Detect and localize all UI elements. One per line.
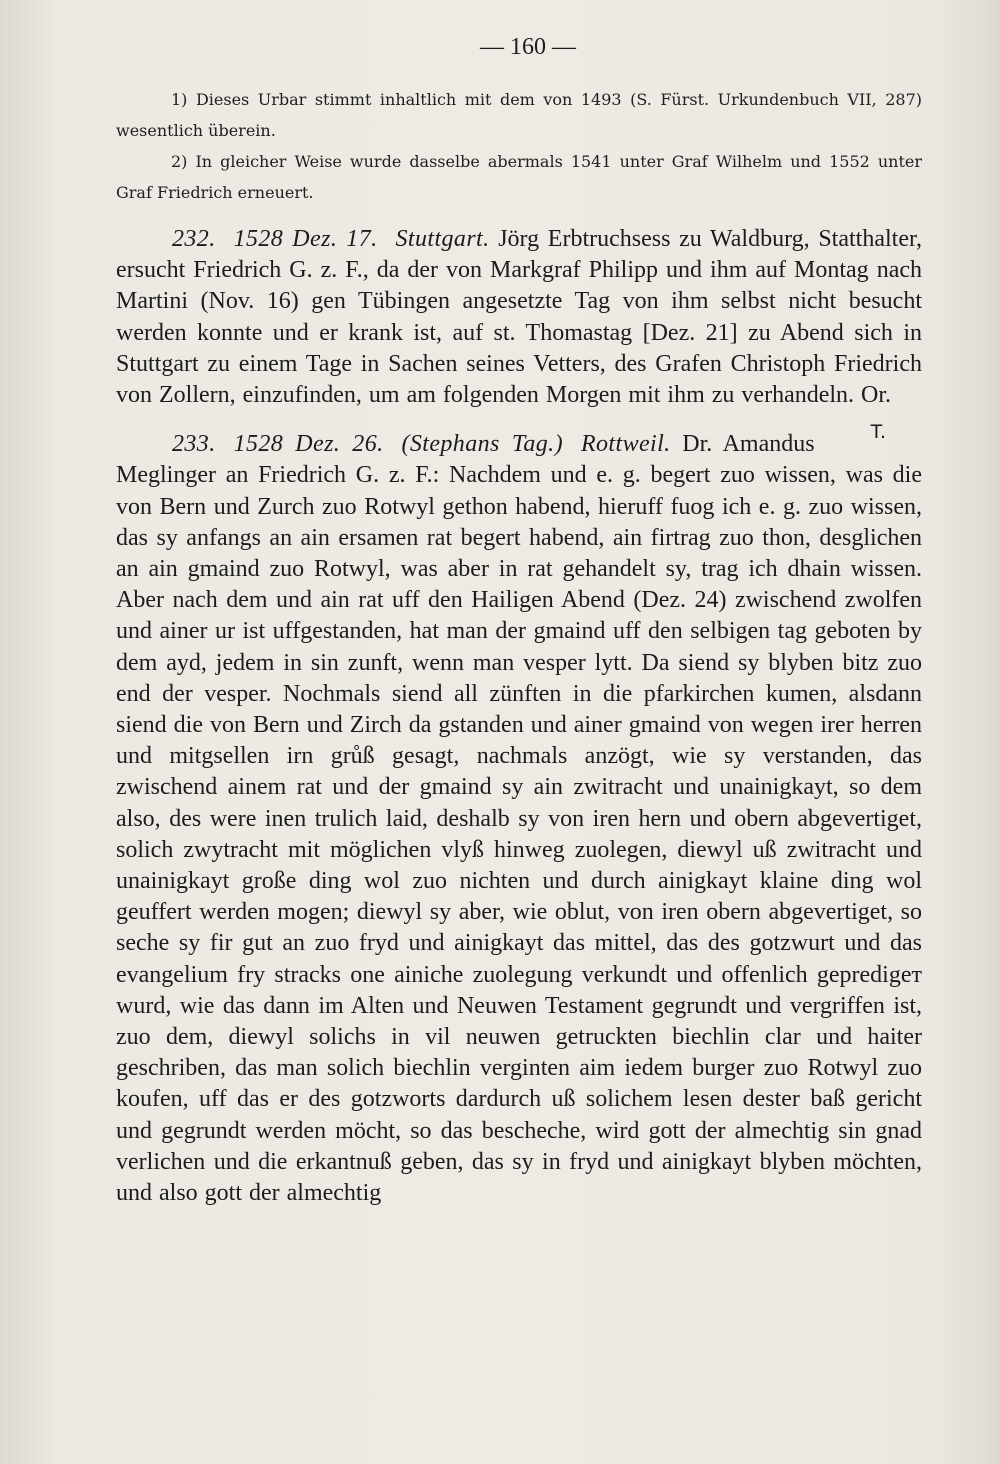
entry-233: [116, 429, 922, 1209]
entry-232: [116, 224, 922, 444]
entry-number: 232.: [172, 226, 216, 252]
entry-place: Stuttgart.: [395, 226, 490, 252]
page-content: [116, 32, 922, 1209]
footnote-2: 2) In gleicher Weise wurde dasselbe abermals 1541 unter Graf Wilhelm und 1552 unter Graf Friedrich erneuert.: [116, 152, 922, 202]
footnotes: [116, 84, 922, 208]
page-number: — 160 —: [480, 34, 576, 60]
entry-heading: [172, 226, 490, 252]
entry-feast: (Stephans Tag.): [401, 431, 563, 458]
entry-text: Dr. Amandus Meglinger an Friedrich G. z. F.: Nachdem und e. g. begert zuo wissen, was die von Bern und Zurch zuo Rotwyl gethon habend, hieruff fuog ich e. g. zuo wissen, das sy anfangs an ain ersamen rat begert habend, ain firtrag zuo thon, desglichen an ain gmaind zuo Rotwyl, was aber in rat gehandelt sy, trag ich dhain wissen. Aber nach dem und ain rat uff den Hailigen Abend (Dez. 24) zwischend zwolfen und ainer ur ist uffgestanden, hat man der gmaind uff den selbigen tag geboten by dem ayd, jedem in sin zunft, wenn man vesper lytt. Da siend sy blyben bitz zuo end der vesper. Nochmals siend all zünften in die pfarkirchen kumen, alsdann siend die von Bern und Zirch da gstanden und ainer gmaind von wegen irer herren und mitgsellen irn grůß gesagt, nachmals anzögt, wie sy verstanden, das zwischend ainem rat und der gmaind sy ain zwitracht und unainigkayt, so dem also, des were inen trulich laid, deshalb sy von iren hern und obern abgevertiget, solich zwytracht mit möglichen vlyß hinweg zuolegen, diewyl uß zwitracht und unainigkayt große ding wol zuo nichten und durch ainigkayt klaine ding wol geuffert werden mogen; diewyl sy aber, wie oblut, von iren obern abgevertiget, so seche sy fir gut an zuo fryd und ainigkayt das mittel, das des gotzwurt und das evangelium fry stracks one ainiche zuolegung verkundt und offenlich gepredigет wurd, wie das dann im Alten und Neuwen Testament gegrundt und vergriffen ist, zuo dem, diewyl solichs in vil neuwen getruckten biechlin clar und haiter geschriben, das man solich biechlin verginten aim iedem burger zuo Rotwyl zuo koufen, uff das er des gotzworts dardurch uß solichem lesen dester baß gericht und gegrundt werden möcht, so das bescheche, wird gott der almechtig sin gnad verlichen und die erkantnuß geben, das sy in fryd und ainigkayt blyben möchten, und also gott der almechtig: [116, 431, 922, 1207]
entry-heading: [172, 431, 671, 457]
entry-text: Jörg Erbtruchsess zu Waldburg, Statthalter, ersucht Friedrich G. z. F., da der von Markgraf Philipp und ihm auf Montag nach Martini (Nov. 16) gen Tübingen angesetzte Tag von ihm selbst nicht besucht werden konnte und er krank ist, auf st. Thomastag [Dez. 21] zu Abend sich in Stuttgart zu einem Tage in Sachen seines Vetters, des Grafen Christoph Friedrich von Zollern, einzufinden, um am folgenden Morgen mit ihm zu verhandeln.: [116, 226, 922, 409]
entry-date: 1528 Dez. 26.: [233, 431, 384, 458]
entry-place: Rottweil.: [580, 431, 671, 458]
entry-date: 1528 Dez. 17.: [233, 226, 378, 252]
footnote-1: 1) Dieses Urbar stimmt inhaltlich mit dem von 1493 (S. Fürst. Urkundenbuch VII, 287) wesentlich überein.: [116, 90, 922, 140]
entry-number: 233.: [172, 431, 216, 458]
entry-source-mark: T.: [870, 421, 886, 444]
entry-source: Or.: [861, 382, 892, 409]
